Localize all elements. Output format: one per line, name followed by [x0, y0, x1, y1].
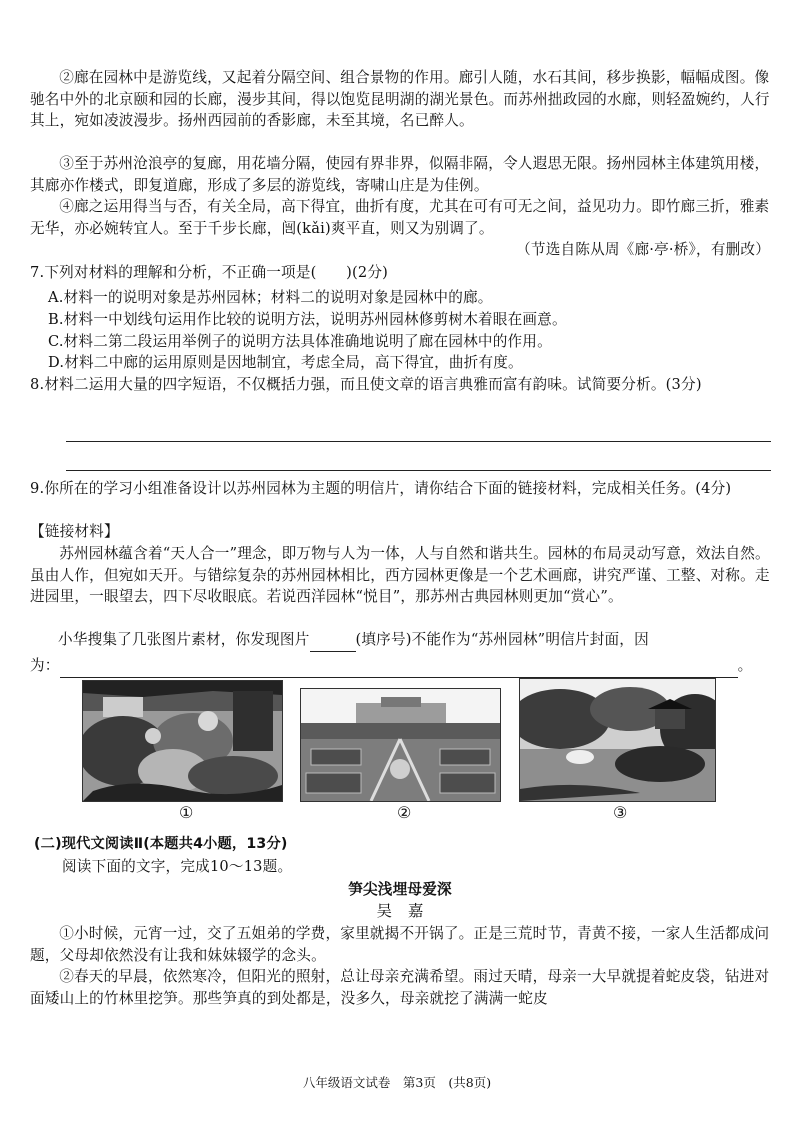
picture-1-label: ① [179, 803, 194, 822]
q7-option-c: C.材料二第二段运用举例子的说明方法具体准确地说明了廊在园林中的作用。 [48, 333, 552, 350]
q7-option-b: B.材料一中划线句运用作比较的说明方法，说明苏州园林修剪树木着眼在画意。 [48, 311, 567, 328]
q9-stem: 9.你所在的学习小组准备设计以苏州园林为主题的明信片，请你结合下面的链接材料，完成相关任务。(4分) [30, 480, 732, 497]
q8-answer-line-1[interactable] [66, 441, 771, 442]
q7-stem: 7.下列对材料的理解和分析，不正确一项是( )(2分) [30, 264, 389, 281]
q9-task-text-a: 小华搜集了几张图片素材，你发现图片 [58, 631, 310, 648]
q9-reason-line [30, 655, 770, 678]
q9-reason-blank[interactable] [60, 655, 738, 678]
picture-2-western-garden [300, 688, 501, 802]
q9-link-title: 【链接材料】 [30, 523, 119, 540]
material2-paragraph-3: ③至于苏州沧浪亭的复廊，用花墙分隔，使园有界非界，似隔非隔，令人遐思无限。扬州园林主体建筑用楼，其廊亦作楼式，即复道廊，形成了多层的游览线，寄啸山庄是为佳例。 [30, 155, 770, 194]
q8-answer-line-2[interactable] [66, 470, 771, 471]
article-author: 吴 嘉 [376, 902, 424, 920]
picture-3-label: ③ [613, 803, 628, 822]
picture-3-pavilion-pond [519, 678, 716, 802]
article-paragraph-2: ②春天的早晨，依然寒冷，但阳光的照射，总让母亲充满希望。雨过天晴，母亲一大早就提着蛇皮袋，钻进对面矮山上的竹林里挖笋。那些笋真的到处都是，没多久，母亲就挖了满满一蛇皮 [30, 968, 770, 1007]
material2-source: （节选自陈从周《廊·亭·桥》，有删改） [516, 241, 770, 258]
q7-option-a: A.材料一的说明对象是苏州园林；材料二的说明对象是园林中的廊。 [48, 289, 493, 306]
q8-stem: 8.材料二运用大量的四字短语，不仅概括力强，而且使文章的语言典雅而富有韵味。试简要分析。(3分) [30, 376, 702, 393]
q9-picture-number-blank[interactable] [310, 629, 356, 652]
picture-2-label: ② [397, 803, 412, 822]
q9-task-end: 。 [737, 657, 753, 674]
q9-task-line [58, 629, 770, 652]
q9-task-text-b: (填序号)不能作为“苏州园林”明信片封面，因 [355, 631, 649, 648]
picture-1-rockery-garden [82, 680, 283, 802]
material2-paragraph-2: ②廊在园林中是游览线，又起着分隔空间、组合景物的作用。廊引人随，水石其间，移步换影，幅幅成图。像驰名中外的北京颐和园的长廊，漫步其间，得以饱览昆明湖的湖光景色。而苏州拙政园的水廊，则轻盈婉约，人行其上，宛如凌波漫步。扬州西园前的香影廊，未至其境，名已醉人。 [30, 69, 770, 129]
article-title: 笋尖浅埋母爱深 [348, 881, 452, 898]
page-footer: 八年级语文试卷 第3页 (共8页) [302, 1075, 492, 1090]
q7-option-d: D.材料二中廊的运用原则是因地制宜，考虑全局，高下得宜，曲折有度。 [48, 354, 523, 371]
q9-link-text: 苏州园林蕴含着“天人合一”理念，即万物与人为一体，人与自然和谐共生。园林的布局灵动写意，效法自然。虽由人作，但宛如天开。与错综复杂的苏州园林相比，西方园林更像是一个艺术画廊，讲究严谨、工整、对称。走进园里，一眼望去，四下尽收眼底。若说西洋园林“悦目”，那苏州古典园林则更加“赏心”。 [30, 545, 770, 605]
section2-heading: (二)现代文阅读Ⅱ(本题共4小题，13分) [34, 836, 288, 852]
article-paragraph-1: ①小时候，元宵一过，交了五姐弟的学费，家里就揭不开锅了。正是三荒时节，青黄不接，一家人生活都成问题，父母却依然没有让我和妹妹辍学的念头。 [30, 925, 770, 964]
q9-task-text-c: 为： [30, 657, 60, 674]
material2-paragraph-4: ④廊之运用得当与否，有关全局，高下得宜，曲折有度，尤其在可有可无之间，益见功力。即竹廊三折，雅素无华，亦必婉转宜人。至于千步长廊，闿(kǎi)爽平直，则又为别调了。 [30, 198, 770, 237]
section2-instruction: 阅读下面的文字，完成10～13题。 [62, 858, 293, 875]
